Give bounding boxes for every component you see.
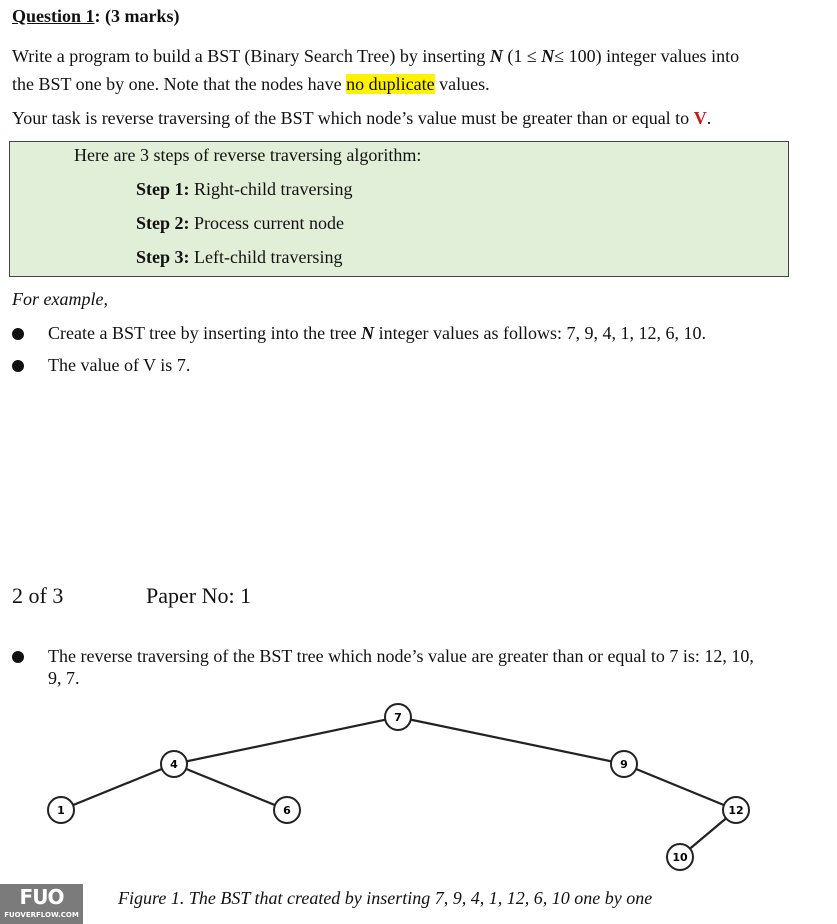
question-title <box>12 6 180 27</box>
figure-caption: Figure 1. The BST that created by inserting 7, 9, 4, 1, 12, 6, 10 one by one <box>118 888 653 908</box>
node-label: 1 <box>57 804 65 817</box>
paper-number: Paper No: 1 <box>146 583 252 608</box>
step-text: Left-child traversing <box>189 247 343 267</box>
bullet-icon <box>12 360 24 372</box>
description-line-2 <box>12 73 490 95</box>
node-label: 4 <box>170 758 178 771</box>
task-description <box>12 107 711 129</box>
tree-node-9 <box>611 751 637 777</box>
edge-4-1 <box>61 764 174 810</box>
text-span: the BST one by one. Note that the nodes have <box>12 74 347 94</box>
tree-node-12 <box>723 797 749 823</box>
step-label: Step 2: <box>136 213 190 233</box>
step-text: Process current node <box>189 213 344 233</box>
tree-edges <box>61 717 736 857</box>
highlighted-text: no duplicate <box>346 74 435 94</box>
step-label: Step 3: <box>136 247 190 267</box>
step-2 <box>136 212 344 234</box>
edge-7-4 <box>174 717 398 764</box>
tree-node-6 <box>274 797 300 823</box>
example-bullet-3-line-1: The reverse traversing of the BST tree which node’s value are greater than or equal to 7 is: 12, 10, <box>48 646 754 666</box>
page-number: 2 of 3 <box>12 583 64 608</box>
example-bullet-3-line-2: 9, 7. <box>48 668 80 688</box>
steps-intro: Here are 3 steps of reverse traversing algorithm: <box>74 145 422 165</box>
fuoverflow-logo <box>0 884 83 924</box>
step-1 <box>136 178 352 200</box>
edge-7-9 <box>398 717 624 764</box>
tree-node-7 <box>385 704 411 730</box>
text-span: integer values as follows: 7, 9, 4, 1, 12, 6, 10. <box>374 323 707 343</box>
bst-tree-diagram <box>0 690 837 880</box>
node-label: 10 <box>672 851 688 864</box>
text-span: (1 ≤ <box>502 46 542 66</box>
example-bullet-1 <box>48 322 706 344</box>
text-span: values. <box>434 74 490 94</box>
text-span: Create a BST tree by inserting into the tree <box>48 323 362 343</box>
tree-node-1 <box>48 797 74 823</box>
text-span: Your task is reverse traversing of the BST which node’s value must be greater than or equal to <box>12 108 694 128</box>
tree-node-4 <box>161 751 187 777</box>
logo-mark: FUO <box>19 885 64 909</box>
text-span: . <box>706 108 712 128</box>
example-heading: For example, <box>12 289 108 309</box>
description-line-1 <box>12 45 739 67</box>
question-marks: : (3 marks) <box>94 6 180 26</box>
logo-text: FUOVERFLOW.COM <box>4 911 79 919</box>
step-text: Right-child traversing <box>189 179 353 199</box>
node-label: 6 <box>283 804 291 817</box>
variable-n: N <box>361 323 375 343</box>
node-label: 12 <box>728 804 744 817</box>
example-bullet-2: The value of V is 7. <box>48 355 191 375</box>
question-label: Question 1 <box>12 6 95 26</box>
variable-v: V <box>693 108 707 128</box>
edge-4-6 <box>174 764 287 810</box>
text-span: Write a program to build a BST (Binary Search Tree) by inserting <box>12 46 490 66</box>
bullet-icon <box>12 328 24 340</box>
step-3 <box>136 246 342 268</box>
tree-node-10 <box>667 844 693 870</box>
variable-n: N <box>541 46 555 66</box>
algorithm-steps-box <box>9 141 789 277</box>
text-span: ≤ 100) integer values into <box>554 46 740 66</box>
node-label: 7 <box>394 711 402 724</box>
variable-n: N <box>489 46 503 66</box>
step-label: Step 1: <box>136 179 190 199</box>
bullet-icon <box>12 651 24 663</box>
edge-9-12 <box>624 764 736 810</box>
node-label: 9 <box>620 758 628 771</box>
